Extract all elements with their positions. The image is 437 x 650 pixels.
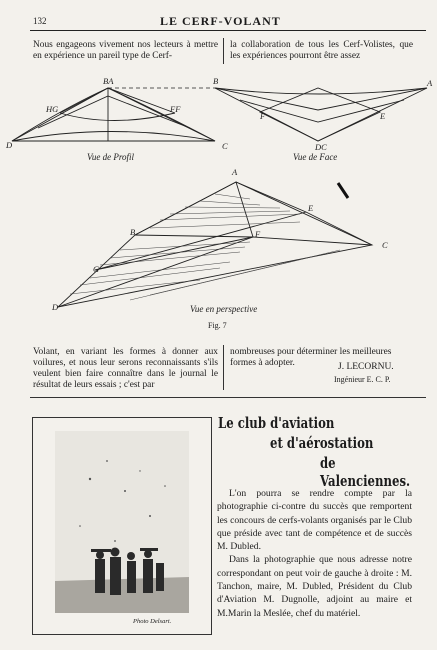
article-body bbox=[217, 487, 412, 620]
running-title: LE CERF-VOLANT bbox=[160, 14, 281, 28]
column-divider-bottom bbox=[223, 345, 224, 390]
point-label-a-top: A bbox=[427, 78, 433, 88]
figure-caption: Fig. 7 bbox=[208, 321, 227, 330]
perspective-view-label: Vue en perspective bbox=[190, 304, 258, 314]
signature-title: Ingénieur E. C. P. bbox=[334, 375, 391, 384]
face-view-label: Vue de Face bbox=[293, 152, 338, 162]
point-label-c-persp: C bbox=[382, 240, 388, 250]
point-label-b-persp: B bbox=[130, 227, 136, 237]
article-title-line-1: Le club d'aviation bbox=[218, 414, 335, 432]
point-label-ff: FF bbox=[170, 104, 181, 114]
point-label-g: G bbox=[93, 264, 100, 274]
point-label-c: C bbox=[222, 141, 228, 151]
article-paragraph-2: Dans la photographie que nous adresse notre correspondant on peut voir de gauche à droite : M. Tanchon, maire, M. Dubled, Président du Club d'Aviation M. Dugnolle, adjoint au maire et M.Marin la Meslée, chef du matériel. bbox=[217, 554, 412, 619]
point-label-hg: HG bbox=[46, 104, 59, 114]
profile-view-label: Vue de Profil bbox=[87, 152, 134, 162]
face-view-drawing bbox=[215, 88, 427, 141]
point-label-ba: BA bbox=[103, 76, 114, 86]
ink-mark bbox=[338, 183, 348, 198]
point-label-b: B bbox=[213, 76, 219, 86]
signature-name: J. LECORNU. bbox=[338, 362, 394, 372]
point-label-f: F bbox=[255, 229, 261, 239]
page-number: 132 bbox=[33, 16, 47, 26]
section-rule bbox=[30, 397, 426, 398]
photo-credit: Photo Delsart. bbox=[133, 618, 172, 625]
point-label-a: A bbox=[232, 167, 238, 177]
article-title-line-3: de Valenciennes. bbox=[320, 454, 411, 490]
point-label-e: E bbox=[308, 203, 314, 213]
intro-right-column: la collaboration de tous les Cerf-Volistes, que les expériences pourront être assez bbox=[230, 40, 413, 61]
intro-left-column: Nous engageons vivement nos lecteurs à mettre en expérience un pareil type de Cerf- bbox=[33, 40, 218, 61]
point-label-d: D bbox=[52, 302, 59, 312]
article-paragraph-1: L'on pourra se rendre compte par la photographie ci-contre du succès que remportent les concours de cerfs-volants organisés par le Club que préside avec tant de compétence et de succès M. Dubled. bbox=[217, 488, 412, 553]
conclusion-right-column: nombreuses pour déterminer les meilleures formes à adopter. bbox=[230, 347, 392, 368]
conclusion-left-column: Volant, en variant les formes à donner aux voilures, et nous leur serons reconnaissants s'ils veulent bien faire connaître dans le journal le résultat de leurs essais ; c'est par bbox=[33, 347, 218, 390]
point-label-f-face: F bbox=[260, 111, 266, 121]
point-label-dc: DC bbox=[315, 142, 327, 152]
article-title-line-2: et d'aérostation bbox=[270, 434, 374, 452]
club-photograph bbox=[55, 431, 189, 613]
point-label-e-face: E bbox=[380, 111, 386, 121]
photo-frame bbox=[32, 417, 212, 635]
perspective-view-drawing bbox=[58, 182, 372, 307]
point-label-d-left: D bbox=[6, 140, 13, 150]
profile-view-drawing bbox=[12, 88, 215, 141]
